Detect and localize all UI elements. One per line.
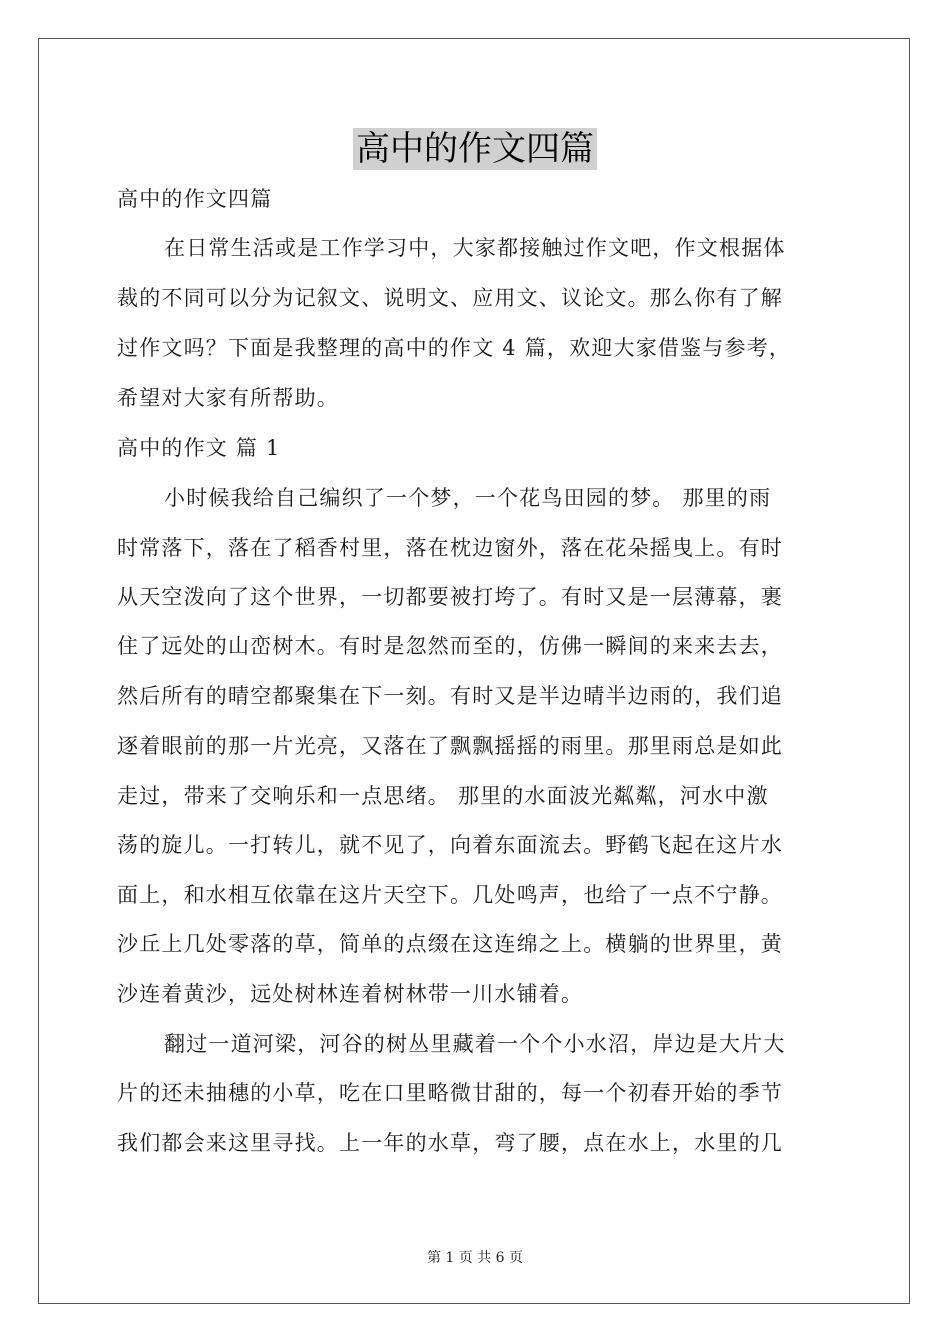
text-line: 翻过一道河梁，河谷的树丛里藏着一个个小水沼，岸边是大片大 bbox=[164, 1032, 786, 1056]
page-footer: 第 1 页 共 6 页 bbox=[426, 1250, 524, 1266]
text-line: 片的还未抽穗的小草，吃在口里略微甘甜的，每一个初春开始的季节 bbox=[117, 1081, 783, 1105]
text-line: 面上，和水相互依靠在这片天空下。几处鸣声，也给了一点不宁静。 bbox=[117, 883, 783, 907]
section-heading: 高中的作文 篇 1 bbox=[117, 436, 281, 460]
text-line: 荡的旋儿。一打转儿，就不见了，向着东面流去。野鹤飞起在这片水 bbox=[117, 833, 783, 857]
text-line: 从天空泼向了这个世界，一切都要被打垮了。有时又是一层薄幕，裹 bbox=[117, 585, 783, 609]
title-block bbox=[0, 128, 950, 170]
text-line: 沙丘上几处零落的草，简单的点缀在这连绵之上。横躺的世界里，黄 bbox=[117, 932, 783, 956]
text-line: 我们都会来这里寻找。上一年的水草，弯了腰，点在水上，水里的几 bbox=[117, 1131, 783, 1155]
text-line: 逐着眼前的那一片光亮，又落在了飘飘摇摇的雨里。那里雨总是如此 bbox=[117, 734, 783, 758]
text-line: 过作文吗？下面是我整理的高中的作文 4 篇，欢迎大家借鉴与参考， bbox=[117, 336, 792, 360]
text-line: 住了远处的山峦树木。有时是忽然而至的，仿佛一瞬间的来来去去， bbox=[117, 634, 783, 658]
text-line: 走过，带来了交响乐和一点思绪。 那里的水面波光粼粼，河水中激 bbox=[117, 784, 769, 808]
text-line: 沙连着黄沙，远处树林连着树林带一川水铺着。 bbox=[117, 982, 584, 1006]
text-line: 裁的不同可以分为记叙文、说明文、应用文、议论文。那么你有了解 bbox=[117, 286, 783, 310]
text-line: 在日常生活或是工作学习中，大家都接触过作文吧，作文根据体 bbox=[164, 236, 786, 260]
text-line: 小时候我给自己编织了一个梦，一个花鸟田园的梦。 那里的雨 bbox=[164, 486, 772, 510]
text-line: 时常落下，落在了稻香村里，落在枕边窗外，落在花朵摇曳上。有时 bbox=[117, 536, 783, 560]
document-title: 高中的作文四篇 bbox=[353, 128, 597, 170]
page-border bbox=[38, 38, 910, 1304]
text-line: 希望对大家有所帮助。 bbox=[117, 386, 339, 410]
document-subtitle: 高中的作文四篇 bbox=[117, 187, 273, 211]
text-line: 然后所有的晴空都聚集在下一刻。有时又是半边晴半边雨的，我们追 bbox=[117, 684, 783, 708]
